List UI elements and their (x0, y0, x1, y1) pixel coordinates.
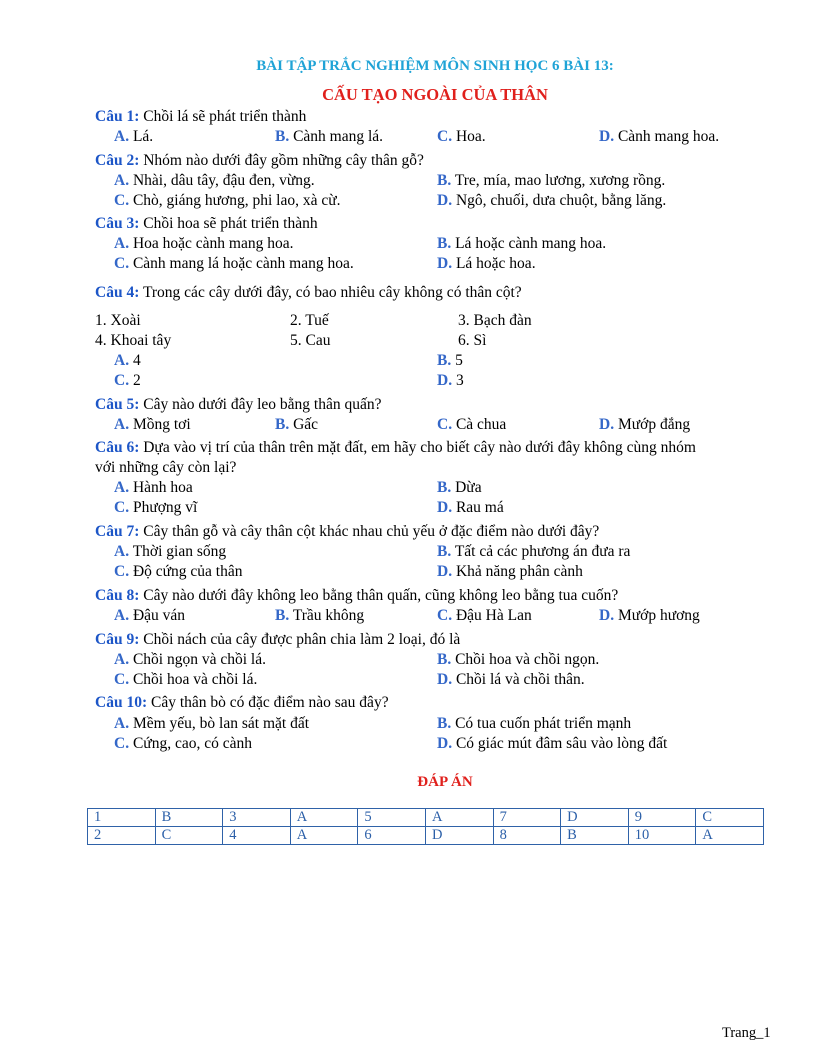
question-text-continued: với những cây còn lại? (95, 459, 237, 476)
option-a: A. Nhài, dâu tây, đậu đen, vừng. (114, 172, 315, 189)
option-d: D. Mướp đắng (599, 416, 691, 433)
table-cell: B (155, 809, 223, 827)
question-text: Chồi lá sẽ phát triển thành (143, 108, 307, 125)
table-cell: 2 (88, 827, 156, 845)
question-label: Câu 5: (95, 396, 140, 413)
table-cell: 6 (358, 827, 426, 845)
table-cell: 9 (628, 809, 696, 827)
table-cell: 3 (223, 809, 291, 827)
table-cell: 4 (223, 827, 291, 845)
option-b: B. Cành mang lá. (275, 128, 384, 145)
option-d: D. Khả năng phân cành (437, 563, 583, 580)
option-c: C. Hoa. (437, 128, 486, 145)
question-8 (95, 587, 618, 605)
option-b: B. Tre, mía, mao lương, xương rồng. (437, 172, 666, 189)
option-c: C. Chò, giáng hương, phi lao, xà cừ. (114, 192, 341, 209)
question-5 (95, 396, 382, 414)
table-cell: A (425, 809, 493, 827)
question-1 (95, 108, 306, 126)
question-label: Câu 7: (95, 523, 140, 540)
list-item: 2. Tuế (290, 312, 329, 329)
option-b: B. Chồi hoa và chồi ngọn. (437, 651, 600, 668)
option-d: D. Lá hoặc hoa. (437, 255, 536, 272)
list-item: 5. Cau (290, 332, 331, 349)
question-2 (95, 152, 424, 170)
question-label: Câu 8: (95, 587, 140, 604)
option-c: C. Chồi hoa và chồi lá. (114, 671, 258, 688)
list-item: 3. Bạch đàn (458, 312, 532, 329)
option-a: A. Thời gian sống (114, 543, 227, 560)
option-c: C. Cà chua (437, 416, 507, 433)
option-a: A. Lá. (114, 128, 154, 145)
option-c: C. 2 (114, 372, 141, 389)
question-text: Trong các cây dưới đây, có bao nhiêu cây không có thân cột? (142, 284, 522, 301)
option-d: D. Có giác mút đâm sâu vào lòng đất (437, 735, 668, 752)
question-6 (95, 439, 696, 457)
table-cell: B (561, 827, 629, 845)
table-cell: D (425, 827, 493, 845)
page-number: Trang_1 (722, 1025, 771, 1041)
option-d: D. 3 (437, 372, 464, 389)
table-row (88, 827, 764, 845)
option-c: C. Cứng, cao, có cành (114, 735, 252, 752)
question-text: Cây thân bò có đặc điểm nào sau đây? (150, 694, 389, 711)
option-c: C. Cành mang lá hoặc cành mang hoa. (114, 255, 354, 272)
option-b: B. Gấc (275, 416, 319, 433)
question-label: Câu 3: (95, 215, 140, 232)
question-9 (95, 631, 460, 649)
option-a: A. Mềm yếu, bò lan sát mặt đất (114, 715, 310, 732)
question-label: Câu 4: (95, 284, 140, 301)
page-title: BÀI TẬP TRẮC NGHIỆM MÔN SINH HỌC 6 BÀI 13: (256, 58, 614, 74)
table-row (88, 809, 764, 827)
question-label: Câu 6: (95, 439, 140, 456)
option-d: D. Cành mang hoa. (599, 128, 720, 145)
option-b: B. Có tua cuốn phát triển mạnh (437, 715, 632, 732)
option-a: A. Hành hoa (114, 479, 193, 496)
option-d: D. Chồi lá và chồi thân. (437, 671, 585, 688)
option-c: C. Đậu Hà Lan (437, 607, 532, 624)
option-a: A. 4 (114, 352, 141, 369)
option-d: D. Mướp hương (599, 607, 700, 624)
question-label: Câu 2: (95, 152, 140, 169)
question-text: Nhóm nào dưới đây gồm những cây thân gỗ? (143, 152, 424, 169)
question-4 (95, 284, 522, 302)
table-cell: D (561, 809, 629, 827)
option-b: B. Lá hoặc cành mang hoa. (437, 235, 607, 252)
question-text: Cây thân gỗ và cây thân cột khác nhau chủ yếu ở đặc điểm nào dưới đây? (143, 523, 600, 540)
question-text: Dựa vào vị trí của thân trên mặt đất, em hãy cho biết cây nào dưới đây không cùng nhóm (143, 439, 696, 456)
page-subtitle: CẤU TẠO NGOÀI CỦA THÂN (322, 85, 548, 104)
question-text: Cây nào dưới đây không leo bằng thân quấn, cũng không leo bằng tua cuốn? (143, 587, 619, 604)
answer-table (87, 808, 764, 845)
option-b: B. 5 (437, 352, 463, 369)
table-cell: 5 (358, 809, 426, 827)
list-item: 4. Khoai tây (95, 332, 172, 349)
option-d: D. Rau má (437, 499, 504, 516)
question-text: Cây nào dưới đây leo bằng thân quấn? (143, 396, 382, 413)
option-b: B. Tất cả các phương án đưa ra (437, 543, 631, 560)
option-d: D. Ngô, chuối, dưa chuột, bằng lăng. (437, 192, 667, 209)
table-cell: A (696, 827, 764, 845)
option-a: A. Chồi ngọn và chồi lá. (114, 651, 266, 668)
question-label: Câu 10: (95, 694, 148, 711)
table-cell: A (290, 827, 358, 845)
option-a: A. Mồng tơi (114, 416, 191, 433)
question-text: Chồi nách của cây được phân chia làm 2 loại, đó là (143, 631, 461, 648)
question-7 (95, 523, 599, 541)
table-cell: C (155, 827, 223, 845)
table-cell: C (696, 809, 764, 827)
question-10 (95, 694, 389, 712)
table-cell: 1 (88, 809, 156, 827)
option-b: B. Trầu không (275, 607, 365, 624)
list-item: 6. Sì (458, 332, 487, 349)
table-cell: 10 (628, 827, 696, 845)
option-a: A. Hoa hoặc cành mang hoa. (114, 235, 294, 252)
table-cell: 8 (493, 827, 561, 845)
question-text: Chồi hoa sẽ phát triển thành (143, 215, 318, 232)
option-a: A. Đậu ván (114, 607, 186, 624)
question-label: Câu 1: (95, 108, 140, 125)
question-label: Câu 9: (95, 631, 140, 648)
answer-heading: ĐÁP ÁN (417, 774, 473, 790)
option-b: B. Dừa (437, 479, 482, 496)
question-3 (95, 215, 318, 233)
table-cell: A (290, 809, 358, 827)
table-cell: 7 (493, 809, 561, 827)
option-c: C. Độ cứng của thân (114, 563, 243, 580)
list-item: 1. Xoài (95, 312, 141, 329)
option-c: C. Phượng vĩ (114, 499, 198, 516)
